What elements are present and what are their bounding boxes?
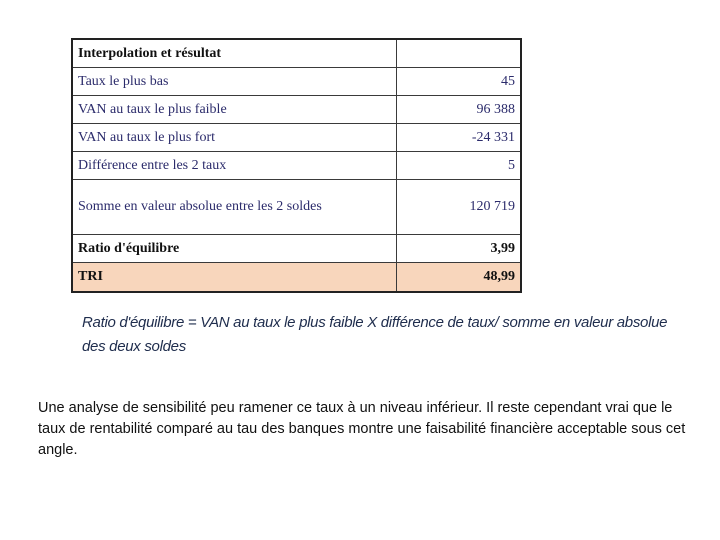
formula-note (82, 311, 682, 359)
table-row (72, 152, 521, 180)
row-label: TRI (72, 263, 397, 293)
row-value: -24 331 (397, 124, 522, 152)
table-header-empty (397, 39, 522, 68)
table-row (72, 96, 521, 124)
row-label: Ratio d'équilibre (72, 235, 397, 263)
table-row (72, 180, 521, 235)
row-value: 48,99 (397, 263, 522, 293)
row-value: 5 (397, 152, 522, 180)
ratio-row (72, 235, 521, 263)
conclusion-paragraph: Une analyse de sensibilité peu ramener ce taux à un niveau inférieur. Il reste cependant vrai que le taux de rentabilité comparé au tau des banques montre une faisabilité financière acceptable sous cet angle. (38, 400, 686, 458)
formula-line-2: des deux soldes (82, 338, 186, 355)
table-header-title: Interpolation et résultat (72, 39, 397, 68)
interpolation-table (71, 38, 522, 293)
table-row (72, 68, 521, 96)
row-label: VAN au taux le plus fort (72, 124, 397, 152)
table-row (72, 124, 521, 152)
row-value: 96 388 (397, 96, 522, 124)
table-header-row (72, 39, 521, 68)
row-label: Différence entre les 2 taux (72, 152, 397, 180)
formula-line-1: Ratio d'équilibre = VAN au taux le plus faible X différence de taux/ somme en valeur absolue (82, 314, 668, 331)
row-label: Taux le plus bas (72, 68, 397, 96)
row-label: VAN au taux le plus faible (72, 96, 397, 124)
tri-row (72, 263, 521, 293)
row-value: 45 (397, 68, 522, 96)
row-label: Somme en valeur absolue entre les 2 soldes (72, 180, 397, 235)
row-value: 120 719 (397, 180, 522, 235)
row-value: 3,99 (397, 235, 522, 263)
